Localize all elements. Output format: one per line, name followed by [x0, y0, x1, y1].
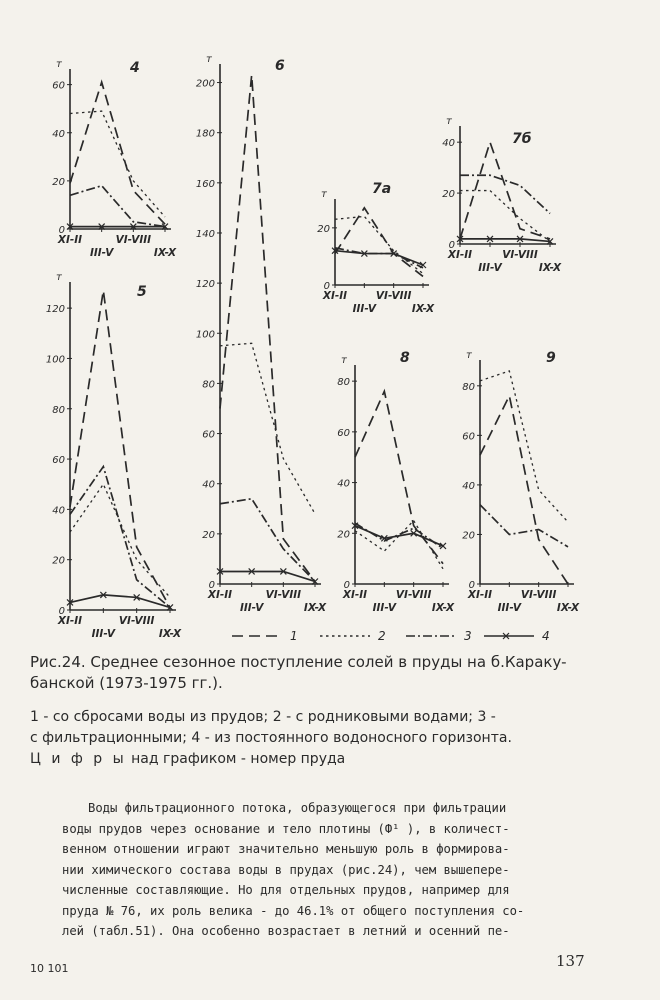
- series-1-line: [355, 391, 443, 563]
- series-4-line: [220, 571, 315, 581]
- y-unit-label: т: [466, 350, 472, 361]
- chart-title: 7а: [372, 181, 392, 197]
- body-line-6: пруда № 76, их роль велика - до 46.1% от общего поступления со-: [62, 903, 525, 918]
- x-tick-label: VI-VIII: [395, 589, 432, 601]
- chart-4: [52, 59, 177, 259]
- series-2-line: [220, 343, 315, 513]
- series-4-line: [335, 251, 423, 265]
- print-mark: 10 101: [30, 962, 69, 975]
- y-tick-label: 160: [195, 178, 215, 190]
- series-3-line: [335, 248, 423, 268]
- x-tick-label: XI-II: [342, 589, 368, 601]
- x-tick-label: VI-VIII: [118, 615, 155, 627]
- series-1-line: [70, 291, 170, 608]
- legend-expl-line-2: с фильтрационными; 4 - из постоянного водоносного горизонта.: [30, 730, 512, 746]
- x-tick-label: IX-X: [538, 262, 562, 274]
- legend-expl-word: Ц и ф р ы: [30, 751, 127, 767]
- y-tick-label: 200: [195, 78, 215, 90]
- x-tick-label: III-V: [497, 602, 522, 614]
- y-tick-label: 0: [208, 580, 215, 591]
- chart-6: [196, 54, 327, 614]
- x-tick-label: VI-VIII: [502, 249, 538, 261]
- y-tick-label: 20: [462, 530, 475, 542]
- x-tick-label: III-V: [372, 602, 397, 614]
- y-tick-label: 80: [462, 381, 475, 393]
- y-tick-label: 40: [52, 128, 65, 140]
- series-2-line: [70, 484, 170, 597]
- x-tick-label: III-V: [478, 262, 502, 274]
- legend: [232, 629, 550, 643]
- y-tick-label: 40: [462, 480, 475, 492]
- x-tick-label: III-V: [352, 303, 377, 315]
- series-2-line: [355, 521, 443, 569]
- series-3-line: [70, 467, 170, 608]
- x-tick-label: IX-X: [303, 602, 327, 614]
- y-tick-label: 180: [195, 128, 215, 140]
- x-tick-label: IX-X: [411, 303, 435, 315]
- y-tick-label: 20: [52, 176, 65, 188]
- legend-explanation: [30, 707, 630, 770]
- body-paragraph: [62, 798, 580, 942]
- x-tick-label: VI-VIII: [520, 589, 557, 601]
- y-tick-label: 40: [202, 479, 215, 491]
- x-tick-label: VI-VIII: [375, 290, 412, 302]
- x-tick-label: XI-II: [207, 589, 233, 601]
- x-tick-label: III-V: [89, 247, 114, 259]
- legend-expl-rest: над графиком - номер пруда: [126, 751, 346, 767]
- legend-expl-line-3: [30, 749, 630, 770]
- series-2-line: [70, 111, 165, 217]
- series-3-line: [70, 186, 165, 227]
- body-line-5: численные составляющие. Но для отдельных прудов, например для: [62, 883, 510, 897]
- legend-label-2: 2: [378, 629, 386, 643]
- y-tick-label: 20: [317, 223, 330, 235]
- legend-label-1: 1: [290, 629, 298, 643]
- legend-label-3: 3: [464, 629, 472, 643]
- series-4-line: [460, 239, 550, 242]
- x-tick-label: XI-II: [57, 234, 83, 246]
- y-tick-label: 0: [323, 281, 330, 292]
- y-tick-label: 140: [195, 228, 215, 240]
- legend-label-4: 4: [542, 629, 550, 643]
- y-unit-label: т: [341, 355, 347, 366]
- x-tick-label: VI-VIII: [115, 234, 152, 246]
- y-tick-label: 120: [45, 304, 65, 316]
- y-tick-label: 20: [52, 555, 65, 567]
- body-line-3: венном отношении играют значительно меньшую роль в формирова-: [62, 842, 510, 856]
- chart-7a: [317, 181, 435, 315]
- y-unit-label: т: [56, 272, 62, 283]
- y-tick-label: 0: [468, 580, 475, 591]
- y-tick-label: 20: [337, 529, 350, 541]
- x-tick-label: IX-X: [431, 602, 455, 614]
- y-unit-label: т: [206, 54, 212, 65]
- caption-line-1: Рис.24. Среднее сезонное поступление солей в пруды на б.Каракy-: [30, 653, 567, 671]
- x-tick-label: VI-VIII: [265, 589, 302, 601]
- y-tick-label: 20: [202, 529, 215, 541]
- series-3-line: [480, 505, 568, 547]
- chart-9: [462, 350, 580, 614]
- series-4-line: [70, 595, 170, 608]
- y-tick-label: 0: [58, 606, 65, 617]
- x-tick-label: XI-II: [467, 589, 493, 601]
- series-2-line: [480, 371, 568, 522]
- series-1-line: [480, 396, 568, 584]
- chart-title: 4: [130, 60, 140, 76]
- body-line-1: Воды фильтрационного потока, образующегося при фильтрации: [88, 801, 507, 815]
- body-line-4: нии химического состава воды в прудах (рис.24), чем вышепере-: [62, 862, 510, 877]
- legend-expl-line-1: 1 - со сбросами воды из прудов; 2 - с родниковыми водами; 3 -: [30, 709, 496, 725]
- y-tick-label: 80: [52, 404, 65, 416]
- y-tick-label: 120: [195, 279, 215, 291]
- chart-8: [337, 350, 455, 614]
- y-tick-label: 40: [337, 478, 350, 490]
- y-tick-label: 60: [52, 80, 65, 92]
- caption-line-2: банской (1973-1975 гг.).: [30, 674, 223, 692]
- y-tick-label: 40: [52, 505, 65, 517]
- x-tick-label: III-V: [91, 628, 116, 640]
- y-tick-label: 100: [195, 329, 215, 341]
- y-tick-label: 100: [45, 354, 65, 366]
- x-tick-label: XI-II: [57, 615, 83, 627]
- x-tick-label: III-V: [239, 602, 264, 614]
- series-1-line: [220, 75, 315, 581]
- x-tick-label: XI-II: [447, 249, 473, 261]
- chart-title: 5: [137, 284, 147, 300]
- chart-7b: [442, 116, 562, 274]
- y-tick-label: 0: [343, 580, 350, 591]
- x-tick-label: IX-X: [153, 247, 177, 259]
- chart-title: 8: [400, 350, 410, 366]
- y-tick-label: 0: [448, 240, 455, 251]
- series-3-line: [220, 499, 315, 582]
- chart-title: 6: [275, 58, 285, 74]
- x-tick-label: IX-X: [158, 628, 182, 640]
- y-tick-label: 0: [58, 225, 65, 236]
- chart-title: 9: [546, 350, 556, 366]
- figure-caption: [30, 652, 630, 694]
- page-number: 137: [556, 952, 585, 970]
- x-tick-label: XI-II: [322, 290, 348, 302]
- body-line-7: лей (табл.51). Она особенно возрастает в летний и осенний пе-: [62, 924, 510, 938]
- series-4-line: [355, 526, 443, 546]
- y-tick-label: 40: [442, 138, 455, 150]
- y-tick-label: 60: [462, 431, 475, 443]
- x-tick-label: IX-X: [556, 602, 580, 614]
- y-tick-label: 20: [442, 189, 455, 201]
- y-unit-label: т: [446, 116, 452, 127]
- y-tick-label: 80: [337, 377, 350, 389]
- body-line-2: воды прудов через основание и тело плотины (Ф¹ ), в количест-: [62, 821, 510, 836]
- y-unit-label: т: [56, 59, 62, 70]
- y-unit-label: т: [321, 189, 327, 200]
- y-tick-label: 60: [337, 427, 350, 439]
- chart-5: [46, 272, 182, 640]
- series-2-line: [335, 216, 423, 273]
- chart-title: 7б: [512, 131, 532, 147]
- y-tick-label: 60: [202, 429, 215, 441]
- y-tick-label: 60: [52, 455, 65, 467]
- series-3-line: [460, 175, 550, 213]
- y-tick-label: 80: [202, 379, 215, 391]
